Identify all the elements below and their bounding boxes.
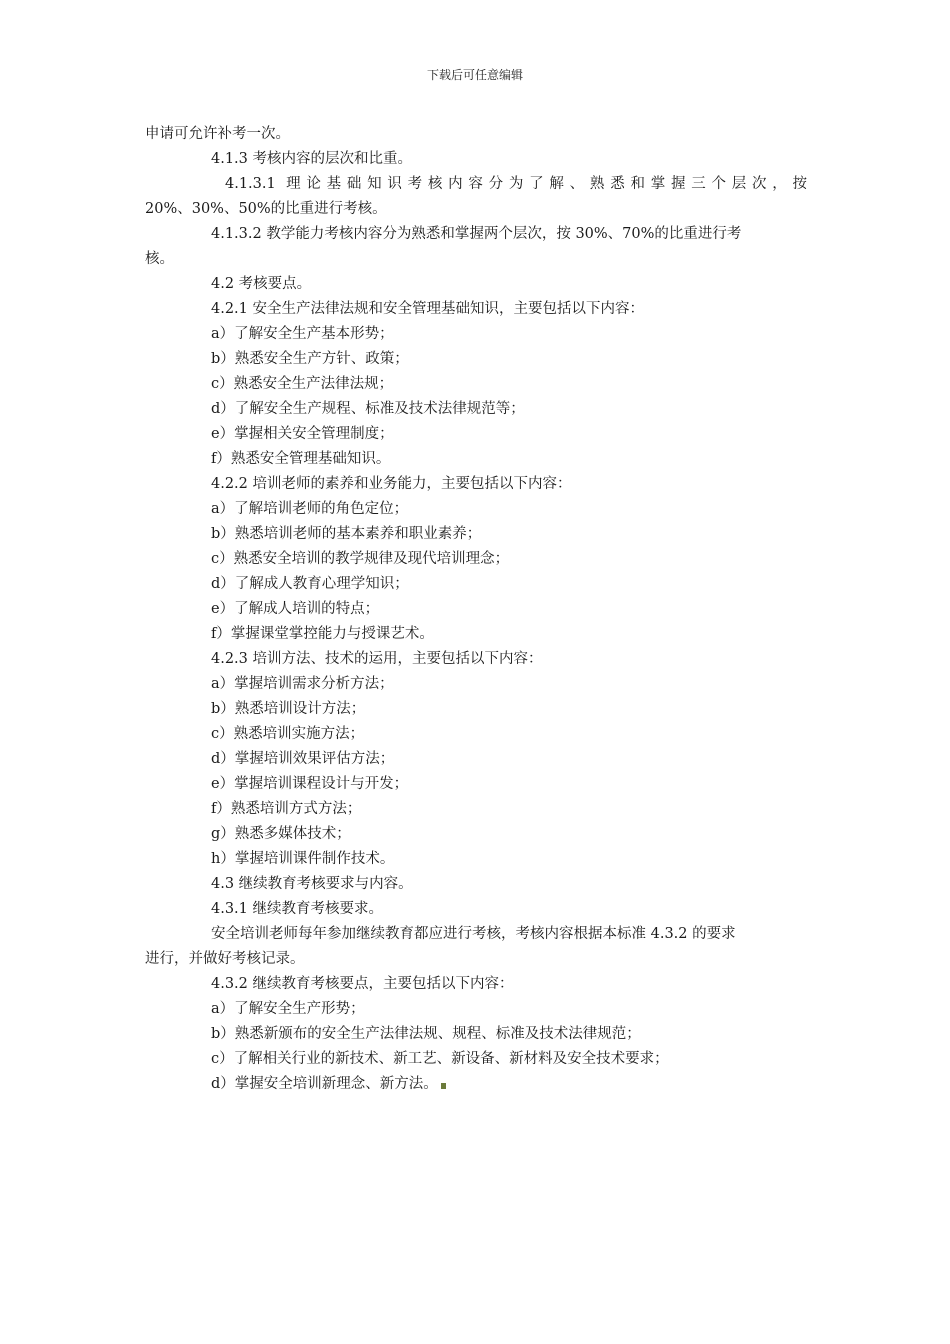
- list-item: h）掌握培训课件制作技术。: [211, 851, 395, 867]
- list-item-text: d）掌握安全培训新理念、新方法。: [211, 1076, 438, 1092]
- list-item: f）熟悉培训方式方法；: [211, 801, 362, 817]
- list-item: c）了解相关行业的新技术、新工艺、新设备、新材料及安全技术要求；: [211, 1051, 669, 1067]
- text-line: 4.1.3.2 教学能力考核内容分为熟悉和掌握两个层次，按 30%、70%的比重进行考: [211, 226, 742, 242]
- list-item-last: [145, 1072, 807, 1097]
- list-item: a）了解安全生产形势；: [211, 1001, 365, 1017]
- list-item: c）熟悉安全培训的教学规律及现代培训理念；: [211, 551, 510, 567]
- page-header: 下载后可任意编辑: [426, 68, 523, 82]
- list-item: a）了解培训老师的角色定位；: [211, 501, 409, 517]
- list-item: a）掌握培训需求分析方法；: [211, 676, 394, 692]
- section-heading: 4.2.3 培训方法、技术的运用，主要包括以下内容：: [211, 651, 543, 667]
- list-item: e）掌握相关安全管理制度；: [211, 426, 394, 442]
- section-heading: 4.3.1 继续教育考核要求。: [211, 901, 384, 917]
- list-item: a）了解安全生产基本形势；: [211, 326, 394, 342]
- text-line: 进行，并做好考核记录。: [145, 951, 305, 967]
- list-item: g）熟悉多媒体技术；: [211, 826, 351, 842]
- text-line: 申请可允许补考一次。: [145, 126, 290, 142]
- text-line: 核。: [145, 251, 174, 267]
- text-line: 安全培训老师每年参加继续教育都应进行考核，考核内容根据本标准 4.3.2 的要求: [211, 926, 736, 942]
- section-heading: 4.1.3 考核内容的层次和比重。: [211, 151, 413, 167]
- list-item: e）了解成人培训的特点；: [211, 601, 380, 617]
- text-line: 4.1.3.1 理论基础知识考核内容分为了解、熟悉和掌握三个层次，按: [225, 176, 807, 192]
- list-item: f）熟悉安全管理基础知识。: [211, 451, 391, 467]
- section-heading: 4.2.2 培训老师的素养和业务能力，主要包括以下内容：: [211, 476, 572, 492]
- list-item: f）掌握课堂掌控能力与授课艺术。: [211, 626, 434, 642]
- list-item: e）掌握培训课程设计与开发；: [211, 776, 409, 792]
- text-line: 20%、30%、50%的比重进行考核。: [145, 201, 387, 217]
- list-item: b）熟悉安全生产方针、政策；: [211, 351, 409, 367]
- list-item: d）掌握培训效果评估方法；: [211, 751, 395, 767]
- section-heading: 4.3 继续教育考核要求与内容。: [211, 876, 413, 892]
- list-item: d）了解安全生产规程、标准及技术法律规范等；: [211, 401, 525, 417]
- list-item: b）熟悉新颁布的安全生产法律法规、规程、标准及技术法律规范；: [211, 1026, 641, 1042]
- end-mark-icon: [441, 1083, 446, 1089]
- list-item: c）熟悉安全生产法律法规；: [211, 376, 394, 392]
- document-body: [145, 122, 807, 1097]
- list-item: b）熟悉培训设计方法；: [211, 701, 366, 717]
- section-heading: 4.2.1 安全生产法律法规和安全管理基础知识，主要包括以下内容：: [211, 301, 645, 317]
- section-heading: 4.2 考核要点。: [211, 276, 312, 292]
- list-item: b）熟悉培训老师的基本素养和职业素养；: [211, 526, 482, 542]
- list-item: c）熟悉培训实施方法；: [211, 726, 365, 742]
- section-heading: 4.3.2 继续教育考核要点，主要包括以下内容：: [211, 976, 514, 992]
- list-item: d）了解成人教育心理学知识；: [211, 576, 409, 592]
